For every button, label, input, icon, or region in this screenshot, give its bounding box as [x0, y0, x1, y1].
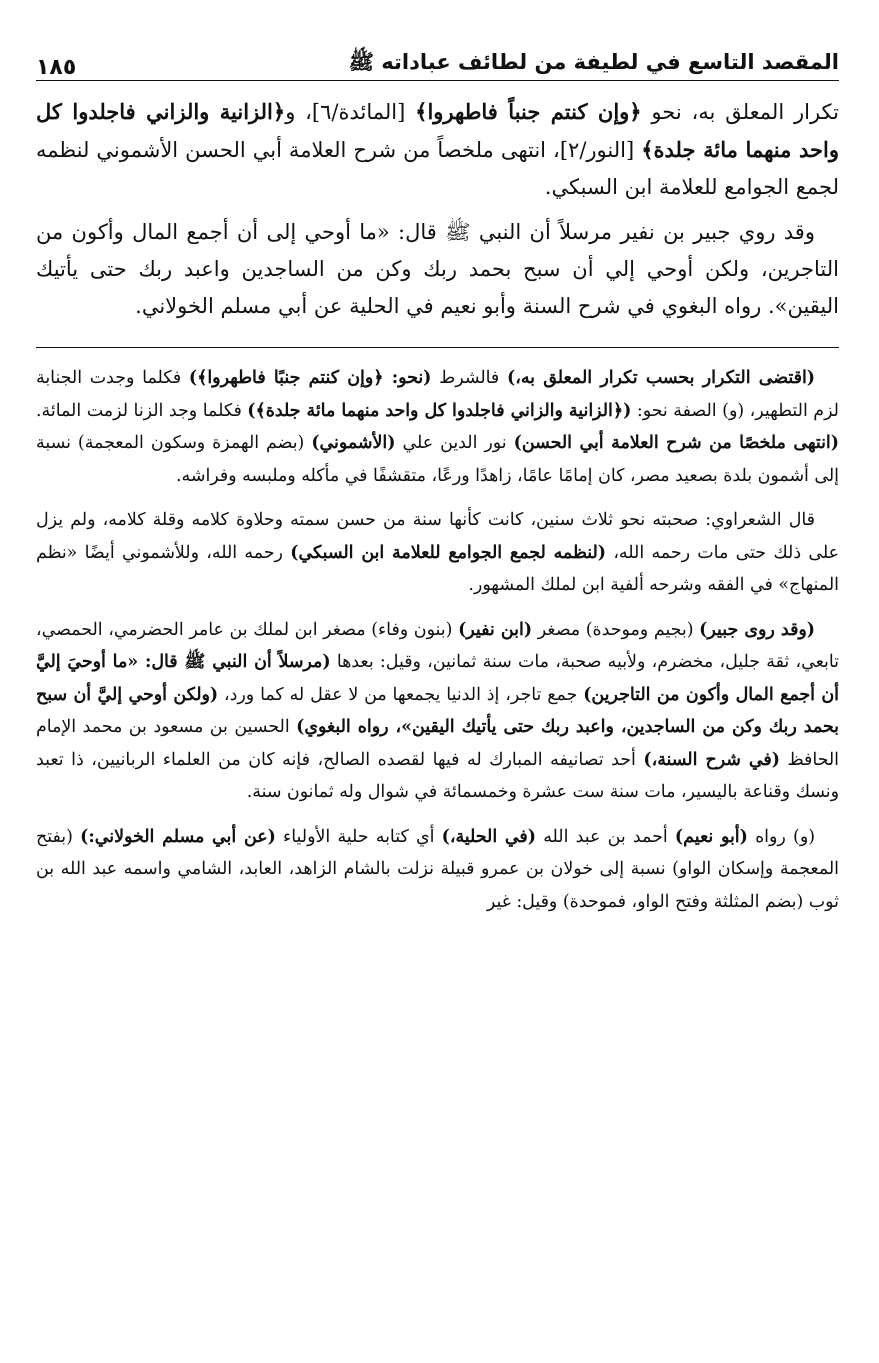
running-title: المقصد التاسع في لطيفة من لطائف عباداته ﷺ: [348, 50, 839, 74]
text-run: وقد روي جبير بن نفير مرسلاً أن النبي ﷺ قال: «ما أوحي إلى أن أجمع المال وأكون من التاجرين، ولكن أوحي إلي أن سبح بحمد ربك وكن من الساجدين واعبد ربك حتى يأتيك اليقين». رواه البغوي في شرح السنة وأبو نعيم في الحلية عن أبي مسلم الخولاني.: [36, 220, 839, 318]
text-run: رحمه الله، وللأشموني أيضًا «نظم المنهاج» في الفقه وشرحه ألفية ابن لملك المشهور.: [36, 542, 839, 595]
bold-run: (ولكن أوحي إليَّ أن سبح بحمد ربك وكن من الساجدين، واعبد ربك حتى يأتيك اليقين»، رواه البغوي): [36, 684, 840, 737]
bold-run: ﴿وإن كنتم جنباً فاطهروا﴾: [415, 99, 642, 124]
bold-run: (مرسلاً أن النبي ﷺ قال: «ما أوحيَ إليَّ أن أجمع المال وأكون من التاجرين): [36, 652, 839, 705]
bold-run: (في الحلية،): [441, 826, 536, 847]
text-run: (بجيم وموحدة) مصغر: [532, 619, 700, 640]
bold-run: (عن أبي مسلم الخولاني:): [80, 826, 276, 847]
commentary-paragraph-2: [36, 504, 839, 602]
text-run: فالشرط: [431, 368, 507, 388]
bold-run: (اقتضى التكرار بحسب تكرار المعلق به،): [506, 368, 816, 388]
text-run: أحمد بن عبد الله: [535, 826, 675, 847]
bold-run: ﴿الزانية والزاني فاجلدوا كل واحد منهما مائة جلدة﴾: [36, 99, 839, 162]
text-run: فكلما وجد الزنا لزمت المائة.: [36, 400, 248, 421]
text-run: أحد تصانيفه المبارك له فيها لقصده الصالح، فإنه كان من العلماء الربانيين، ذا تعبد ونسك وقناعة باليسير، مات سنة ست عشرة وخمسمائة في شوال وله ثمانون سنة.: [36, 749, 839, 802]
commentary-paragraph-4: [36, 821, 839, 919]
text-run: قال الشعراوي: صحبته نحو ثلاث سنين، كانت كأنها سنة من حسن سمته وحلاوة كلامه وقلة كلامه، ولم يزل على ذلك حتى مات رحمه الله،: [36, 510, 839, 563]
page-number: ١٨٥: [36, 55, 77, 80]
footnote-divider: [36, 347, 839, 348]
bold-run: (الأشموني): [311, 433, 396, 453]
main-paragraph-2: [36, 214, 839, 325]
text-run: نور الدين علي: [395, 433, 514, 453]
text-run: [المائدة/٦]، و: [285, 100, 416, 124]
text-run: تكرار المعلق به، نحو: [641, 100, 839, 124]
text-run: الحسين بن مسعود بن محمد الإمام الحافظ: [36, 717, 839, 770]
text-run: (بضم الهمزة وسكون المعجمة) نسبة إلى أشمون بلدة بصعيد مصر، كان إمامًا عامًا، زاهدًا ورعًا، متقشفًا في مأكله وملبسه وفراشه.: [36, 433, 839, 486]
commentary-paragraph-1: [36, 362, 839, 492]
text-run: [النور/٢]، انتهى ملخصاً من شرح العلامة أبي الحسن الأشموني لنظمه لجمع الجوامع للعلامة ابن السبكي.: [36, 138, 839, 199]
main-text: [36, 93, 839, 325]
bold-run: (وقد روى جبير): [699, 619, 816, 640]
bold-run: (﴿الزانية والزاني فاجلدوا كل واحد منهما مائة جلدة﴾): [247, 400, 632, 421]
page-header: [36, 40, 839, 81]
commentary: [36, 362, 839, 918]
bold-run: (لنظمه لجمع الجوامع للعلامة ابن السبكي): [290, 542, 607, 563]
text-run: (و) رواه: [747, 826, 816, 847]
page: [36, 40, 839, 1363]
text-run: جمع تاجر، إذ الدنيا يجمعها من لا عقل له كما ورد،: [218, 684, 584, 705]
bold-run: (أبو نعيم): [674, 826, 748, 847]
main-paragraph-1: [36, 93, 839, 206]
bold-run: (ابن نفير): [458, 619, 533, 640]
text-run: فكلما وجدت الجنابة لزم التطهير، (و) الصفة نحو:: [36, 368, 839, 421]
commentary-paragraph-3: [36, 614, 839, 809]
bold-run: (انتهى ملخصًا من شرح العلامة أبي الحسن): [513, 433, 839, 453]
text-run: (بفتح المعجمة وإسكان الواو) نسبة إلى خولان بن عمرو قبيلة نزلت بالشام الزاهد، العابد، الشامي واسمه عبد الله بن ثوب (بضم المثلثة وفتح الواو، فموحدة) وقيل: غير: [36, 826, 839, 912]
text-run: (بنون وفاء) مصغر ابن لملك بن عامر الحضرمي، الحمصي، تابعي، ثقة جليل، مخضرم، ولأبيه صحبة، مات سنة ثمانين، وقيل: بعدها: [36, 619, 839, 672]
bold-run: (نحو: ﴿وإن كنتم جنبًا فاطهروا﴾): [188, 368, 432, 388]
bold-run: (في شرح السنة،): [643, 749, 780, 770]
text-run: أي كتابه حلية الأولياء: [275, 826, 442, 847]
